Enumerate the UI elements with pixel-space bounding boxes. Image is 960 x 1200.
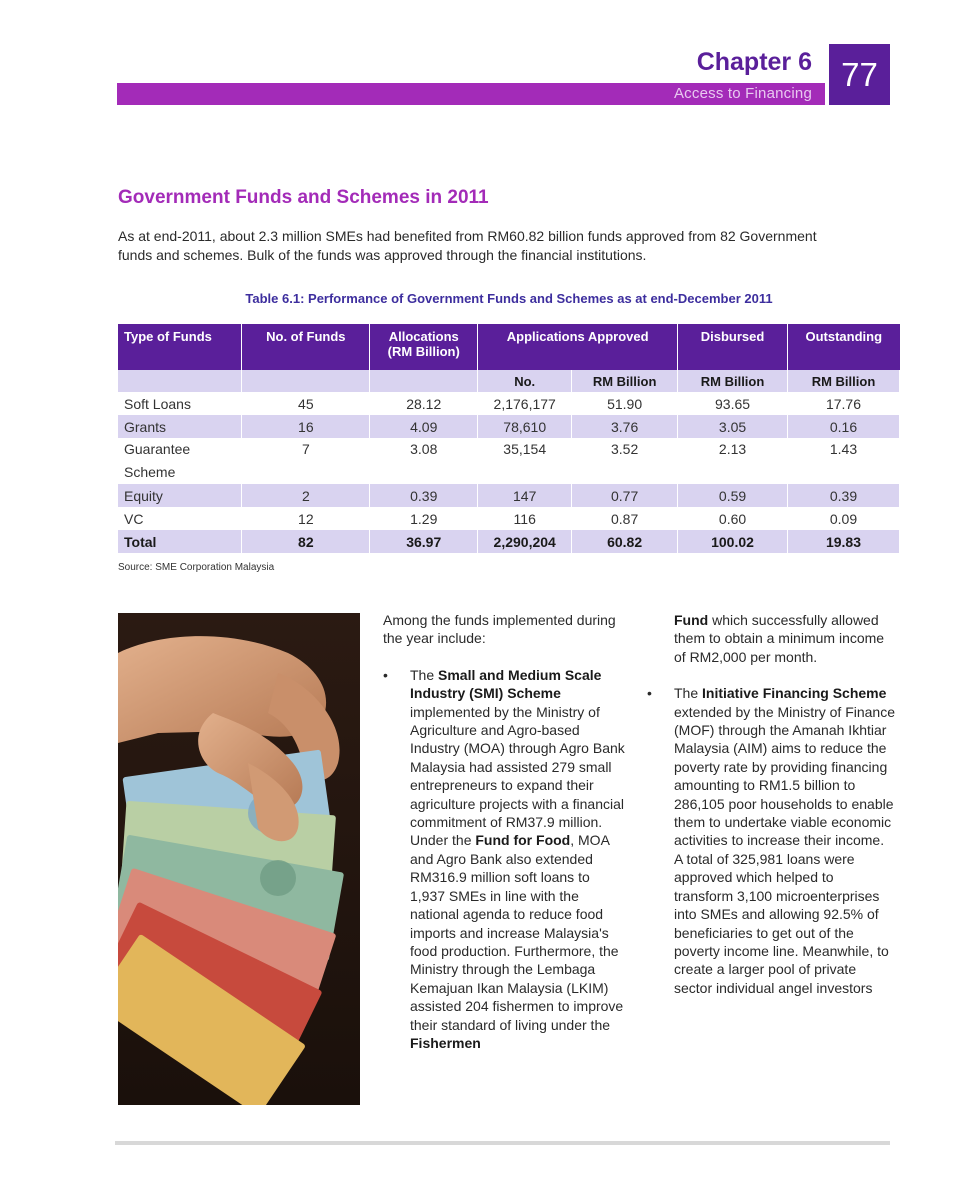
chapter-title: Chapter 6: [696, 48, 812, 76]
table-row: [118, 438, 900, 484]
table-title: Table 6.1: Performance of Government Funds and Schemes as at end-December 2011: [245, 291, 773, 306]
subheader-rm: RM Billion: [678, 370, 788, 392]
header-type: Type of Funds: [118, 324, 242, 370]
text-run: The: [674, 685, 703, 702]
header-no-funds: No. of Funds: [242, 324, 370, 370]
banknotes-illustration: [118, 613, 360, 1105]
footer-divider: [115, 1141, 890, 1145]
cell: 12: [242, 507, 370, 530]
cell: 45: [242, 392, 370, 415]
table-row: [118, 484, 900, 507]
banknotes-photo: [118, 613, 360, 1105]
subheader-empty: [370, 370, 478, 392]
cell: Grants: [118, 415, 242, 438]
cell: 0.39: [788, 484, 900, 507]
cell: 0.39: [370, 484, 478, 507]
bold-run: Fund: [674, 612, 709, 628]
cell: 17.76: [788, 392, 900, 415]
cell: 93.65: [678, 392, 788, 415]
header-disbursed: Disbursed: [678, 324, 788, 370]
cell: VC: [118, 507, 242, 530]
cell: 0.60: [678, 507, 788, 530]
cell: 3.08: [370, 438, 478, 484]
bullet-icon: •: [647, 685, 652, 702]
cell: 0.87: [572, 507, 678, 530]
chapter-subtitle: Access to Financing: [673, 85, 812, 102]
cell: 2: [242, 484, 370, 507]
cell: Equity: [118, 484, 242, 507]
cell: 36.97: [370, 530, 478, 553]
cell: 3.76: [572, 415, 678, 438]
bold-run: Fund for Food: [475, 832, 571, 849]
cell: Total: [118, 530, 242, 553]
text-run: extended by the Ministry of Finance (MOF) through the Amanah Ikhtiar Malaysia (AIM) aims to reduce the poverty rate by providing financing amounting to RM1.5 billion to 286,105 poor households to enable them to undertake viable economic activities to increase their income. A total of 325,981 loans were approved which helped to transform 3,100 microenterprises into SMEs and allowing 92.5% of beneficiaries to get out of the poverty income line. Meanwhile, to create a larger pool of private sector individual angel investors: [674, 703, 896, 996]
subheader-rm: RM Billion: [788, 370, 900, 392]
table-row: [118, 507, 900, 530]
subheader-empty: [118, 370, 242, 392]
cell: 82: [242, 530, 370, 553]
cell: 100.02: [678, 530, 788, 553]
table-subheader-row: [118, 370, 900, 392]
table-row: [118, 415, 900, 438]
cell: 16: [242, 415, 370, 438]
cell: Soft Loans: [118, 392, 242, 415]
body-column-right: [647, 611, 895, 997]
list-item-smi: [383, 666, 628, 1053]
cell: 116: [478, 507, 572, 530]
cell: 19.83: [788, 530, 900, 553]
table-source: Source: SME Corporation Malaysia: [118, 562, 275, 573]
cell: 51.90: [572, 392, 678, 415]
bullet-icon: •: [383, 666, 388, 683]
funds-table: [118, 324, 900, 553]
cell: 78,610: [478, 415, 572, 438]
text-run: , MOA and Agro Bank also extended RM316.9 million soft loans to 1,937 SMEs in line with the national agenda to reduce food imports and increase Malaysia's food production. Furthermore, the Ministry through the Lembaga Kemajuan Ikan Malaysia (LKIM) assisted 204 fishermen to improve their standard of living under the: [410, 832, 624, 1033]
bold-run: Initiative Financing Scheme: [702, 685, 887, 702]
table-row: [118, 392, 900, 415]
cell: 0.77: [572, 484, 678, 507]
list-item-initiative: [647, 684, 895, 997]
cell: 3.52: [572, 438, 678, 484]
cell: 1.43: [788, 438, 900, 484]
body-paragraph: Among the funds implemented during the year include:: [383, 612, 616, 647]
cell: 28.12: [370, 392, 478, 415]
header-allocations: Allocations (RM Billion): [370, 324, 478, 370]
text-run: implemented by the Ministry of Agriculture and Agro-based Industry (MOA) through Agro Bank Malaysia had assisted 279 small entrepreneurs to expand their agriculture projects with a financial commitment of RM37.9 million. Under the: [410, 703, 625, 849]
body-column-left: [383, 611, 628, 1052]
subheader-rm: RM Billion: [572, 370, 678, 392]
cell: 0.59: [678, 484, 788, 507]
text-run: The: [410, 666, 439, 683]
text-run: which successfully allowed them to obtain a minimum income of RM2,000 per month.: [674, 612, 885, 665]
cell: 3.05: [678, 415, 788, 438]
cell: 147: [478, 484, 572, 507]
subheader-empty: [242, 370, 370, 392]
page-number: 77: [829, 44, 890, 105]
cell: 60.82: [572, 530, 678, 553]
cell: 2,176,177: [478, 392, 572, 415]
section-title: Government Funds and Schemes in 2011: [118, 187, 489, 208]
intro-paragraph: As at end-2011, about 2.3 million SMEs had benefited from RM60.82 billion funds approved from 82 Government funds and schemes. Bulk of the funds was approved through the financial institutions.: [118, 228, 817, 263]
header-outstanding: Outstanding: [788, 324, 900, 370]
cell: 2,290,204: [478, 530, 572, 553]
continued-paragraph: [647, 611, 895, 666]
cell: 0.16: [788, 415, 900, 438]
bold-run: Small and Medium Scale Industry (SMI) Scheme: [410, 666, 602, 702]
bold-run: Fishermen: [410, 1034, 481, 1051]
cell: 4.09: [370, 415, 478, 438]
table-total-row: [118, 530, 900, 553]
cell: 7: [242, 438, 370, 484]
cell: Guarantee Scheme: [118, 438, 242, 484]
cell: 35,154: [478, 438, 572, 484]
cell: 0.09: [788, 507, 900, 530]
header-applications: Applications Approved: [478, 324, 678, 370]
cell: 2.13: [678, 438, 788, 484]
subheader-no: No.: [478, 370, 572, 392]
cell: 1.29: [370, 507, 478, 530]
